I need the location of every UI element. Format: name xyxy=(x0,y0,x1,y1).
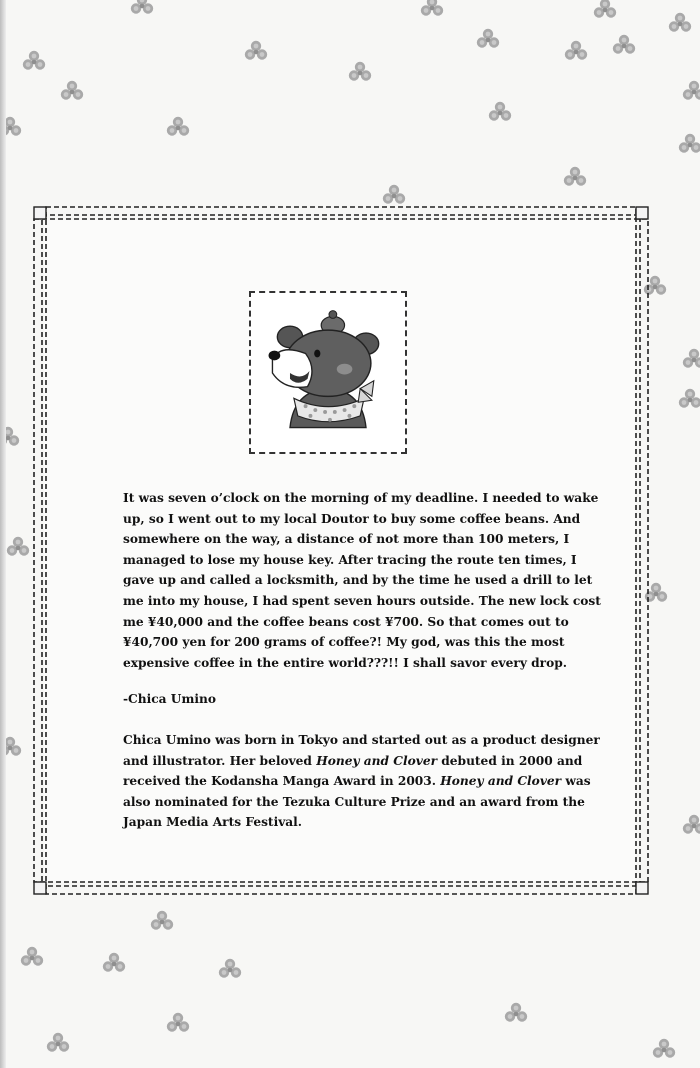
book-title: Honey and Clover xyxy=(440,774,562,789)
bear-with-bonnet-illustration xyxy=(251,293,405,452)
author-bio xyxy=(123,730,601,833)
signature: -Chica Umino xyxy=(123,692,216,707)
page-gutter-edge xyxy=(0,0,6,1068)
bio-text-3: was also nominated for the Tezuka Culture Prize and an award from the Japan Media Arts Festival. xyxy=(123,774,591,830)
book-title: Honey and Clover xyxy=(316,753,438,768)
story-paragraph: It was seven o’clock on the morning of my deadline. I needed to wake up, so I went out to my local Doutor to buy some coffee beans. And somewhere on the way, a distance of not more than 100 meters, I managed to lose my house key. After tracing the route ten times, I gave up and called a locksmith, and by the time he used a drill to let me into my house, I had spent seven hours outside. The new lock cost me ¥40,000 and the coffee beans cost ¥700. So that comes out to ¥40,700 yen for 200 grams of coffee?! My god, was this the most expensive coffee in the entire world???!! I shall savor every drop. xyxy=(123,491,601,670)
bio-text-2: debuted in 2000 and received the Kodansha Manga Award in 2003. xyxy=(123,753,583,789)
author-name: Chica Umino xyxy=(123,732,211,747)
author-portrait xyxy=(249,291,407,454)
bio-text-1: was born in Tokyo and started out as a product designer and illustrator. Her beloved xyxy=(123,732,600,768)
afterword-text xyxy=(123,488,601,833)
